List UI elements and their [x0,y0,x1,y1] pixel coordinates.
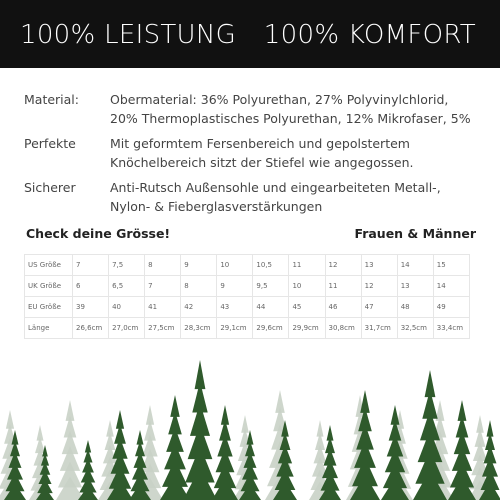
table-cell: 7,5 [109,255,145,276]
table-cell: 10,5 [253,255,289,276]
table-cell: 33,4cm [433,318,469,339]
table-row-label: US Größe [25,255,73,276]
product-specs [24,90,484,222]
table-cell: 6,5 [109,276,145,297]
spec-value-line: Knöchelbereich sitzt der Stiefel wie angegossen. [110,155,414,170]
table-cell: 46 [325,297,361,318]
table-cell: 45 [289,297,325,318]
spec-label: Sicherer [24,180,76,195]
size-chart-title: Check deine Grösse! [26,226,171,241]
table-cell: 11 [325,276,361,297]
spec-value-line: 20% Thermoplastisches Polyurethan, 12% Mikrofaser, 5% [110,111,471,126]
spec-value-line: Nylon- & Fieberglasverstärkungen [110,199,323,214]
table-cell: 28,3cm [181,318,217,339]
table-cell: 32,5cm [397,318,433,339]
size-chart-subtitle: Frauen & Männer [354,226,476,241]
table-cell: 29,9cm [289,318,325,339]
table-row-label: Länge [25,318,73,339]
table-cell: 44 [253,297,289,318]
size-chart-heading [26,226,476,241]
table-cell: 8 [181,276,217,297]
table-cell: 27,0cm [109,318,145,339]
table-cell: 9 [217,276,253,297]
header-banner [0,0,500,68]
spec-value [110,90,484,128]
table-cell: 7 [145,276,181,297]
tree-branch-shape [183,467,217,500]
table-cell: 41 [145,297,181,318]
table-cell: 10 [289,276,325,297]
table-cell: 10 [217,255,253,276]
spec-value [110,178,484,216]
table-cell: 48 [397,297,433,318]
table-cell: 13 [361,255,397,276]
spec-label: Material: [24,92,79,107]
spec-row-fit [24,134,484,172]
table-cell: 11 [289,255,325,276]
table-row [25,297,470,318]
table-cell: 29,1cm [217,318,253,339]
table-cell: 47 [361,297,397,318]
table-cell: 27,5cm [145,318,181,339]
table-cell: 39 [73,297,109,318]
table-cell: 26,6cm [73,318,109,339]
spec-value-line: Mit geformtem Fersenbereich und gepolstertem [110,136,410,151]
table-cell: 42 [181,297,217,318]
table-cell: 12 [361,276,397,297]
table-cell: 30,8cm [325,318,361,339]
forest-illustration [0,350,500,500]
tree-branch-shape [78,486,98,500]
table-cell: 6 [73,276,109,297]
table-cell: 13 [397,276,433,297]
table-cell: 9,5 [253,276,289,297]
spec-row-material [24,90,484,128]
banner-performance-text: 100% LEISTUNG [20,20,237,50]
table-cell: 14 [433,276,469,297]
table-cell: 14 [397,255,433,276]
table-cell: 8 [145,255,181,276]
spec-value [110,134,484,172]
table-cell: 7 [73,255,109,276]
tree-branch-shape [56,477,84,500]
spec-label: Perfekte [24,136,76,151]
table-cell: 9 [181,255,217,276]
table-cell: 49 [433,297,469,318]
banner-comfort-text: 100% KOMFORT [263,20,476,50]
spec-value-line: Anti-Rutsch Außensohle und eingearbeiteten Metall-, [110,180,441,195]
spec-row-safety [24,178,484,216]
table-cell: 40 [109,297,145,318]
table-cell: 43 [217,297,253,318]
table-row [25,318,470,339]
tree-branch-shape [212,478,238,500]
size-chart-table [24,254,470,339]
table-row-label: UK Größe [25,276,73,297]
table-cell: 12 [325,255,361,276]
table-row [25,255,470,276]
table-cell: 31,7cm [361,318,397,339]
table-row [25,276,470,297]
table-cell: 29,6cm [253,318,289,339]
spec-value-line: Obermaterial: 36% Polyurethan, 27% Polyvinylchlorid, [110,92,449,107]
table-cell: 15 [433,255,469,276]
table-row-label: EU Größe [25,297,73,318]
